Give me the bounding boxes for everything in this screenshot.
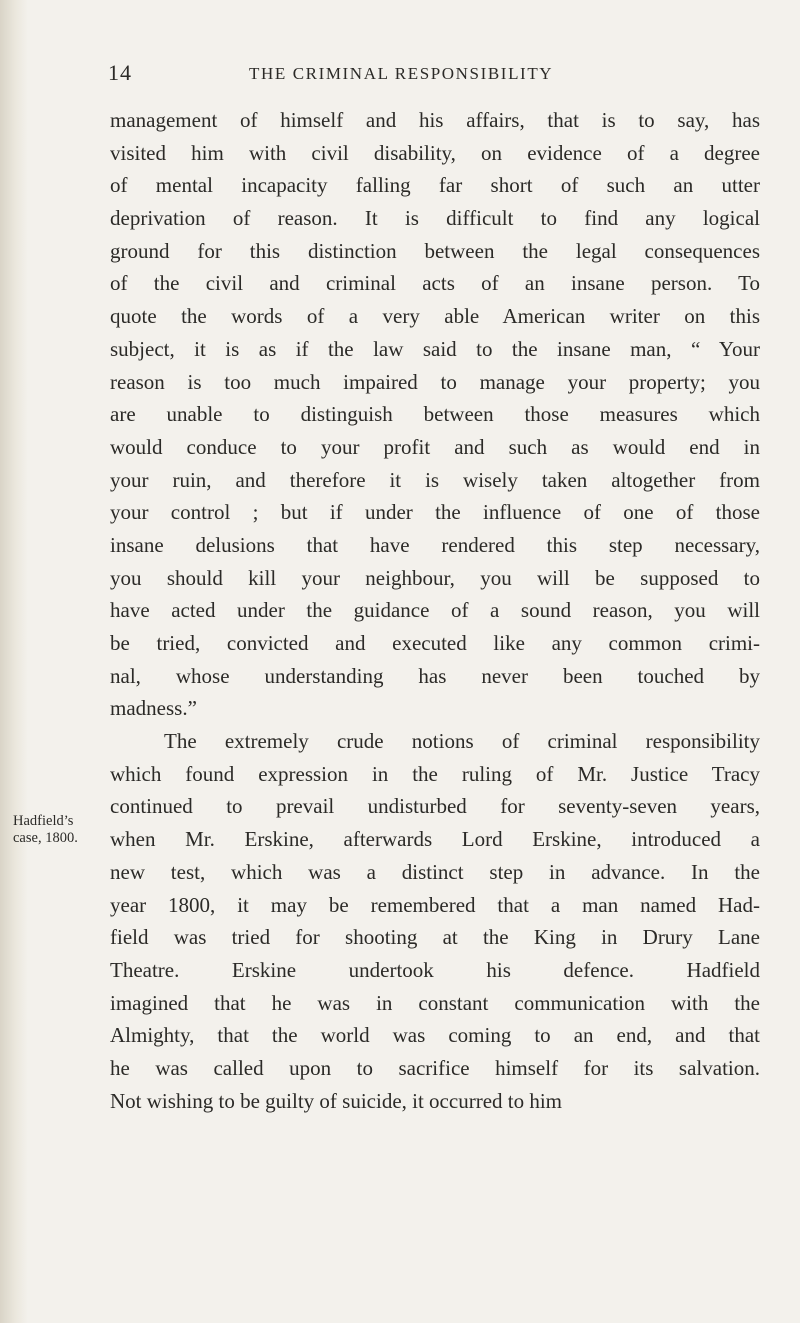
text-line: visited him with civil disability, on evidence of a degree: [110, 140, 760, 165]
text-line: continued to prevail undisturbed for seventy-seven years,: [110, 794, 760, 819]
marginal-note-line: Hadfield’s: [13, 813, 74, 829]
body-text: [110, 104, 760, 1117]
text-line: year 1800, it may be remembered that a man named Had-: [110, 892, 760, 917]
text-line: when Mr. Erskine, afterwards Lord Erskine, introduced a: [110, 827, 760, 852]
text-line: would conduce to your profit and such as would end in: [110, 434, 760, 459]
text-line: madness.”: [110, 696, 197, 721]
text-line: The extremely crude notions of criminal responsibility: [164, 729, 760, 754]
text-line: imagined that he was in constant communication with the: [110, 990, 760, 1015]
text-line: field was tried for shooting at the King in Drury Lane: [110, 925, 760, 950]
text-line: Not wishing to be guilty of suicide, it occurred to him: [110, 1088, 563, 1113]
text-line: of mental incapacity falling far short of such an utter: [110, 173, 760, 198]
text-line: new test, which was a distinct step in advance. In the: [110, 859, 760, 884]
text-line: Almighty, that the world was coming to an end, and that: [110, 1023, 760, 1048]
text-line: be tried, convicted and executed like any common crimi-: [110, 631, 760, 655]
text-line: ground for this distinction between the legal consequences: [110, 238, 760, 263]
text-line: you should kill your neighbour, you will be supposed to: [110, 565, 760, 590]
page-number: 14: [108, 60, 132, 85]
text-line: your control ; but if under the influence of one of those: [110, 500, 760, 525]
text-line: reason is too much impaired to manage your property; you: [110, 369, 760, 394]
text-line: have acted under the guidance of a sound reason, you will: [110, 598, 760, 623]
text-line: he was called upon to sacrifice himself for its salvation.: [110, 1055, 760, 1080]
marginal-note-line: case, 1800.: [13, 830, 78, 846]
text-line: of the civil and criminal acts of an insane person. To: [110, 271, 760, 296]
text-line: quote the words of a very able American writer on this: [110, 304, 760, 329]
text-line: subject, it is as if the law said to the insane man, “ Your: [110, 336, 760, 361]
page-gutter-shadow: [0, 0, 28, 1323]
text-line: are unable to distinguish between those measures which: [110, 402, 760, 427]
text-line: management of himself and his affairs, that is to say, has: [110, 108, 760, 132]
marginal-note: [13, 813, 78, 847]
text-line: insane delusions that have rendered this step necessary,: [110, 532, 760, 557]
text-line: which found expression in the ruling of Mr. Justice Tracy: [110, 761, 760, 786]
text-line: deprivation of reason. It is difficult to find any logical: [110, 206, 760, 231]
running-head: THE CRIMINAL RESPONSIBILITY: [249, 64, 554, 83]
text-line: Theatre. Erskine undertook his defence. Hadfield: [110, 957, 760, 982]
text-line: nal, whose understanding has never been touched by: [110, 663, 760, 688]
text-line: your ruin, and therefore it is wisely taken altogether from: [110, 467, 760, 492]
